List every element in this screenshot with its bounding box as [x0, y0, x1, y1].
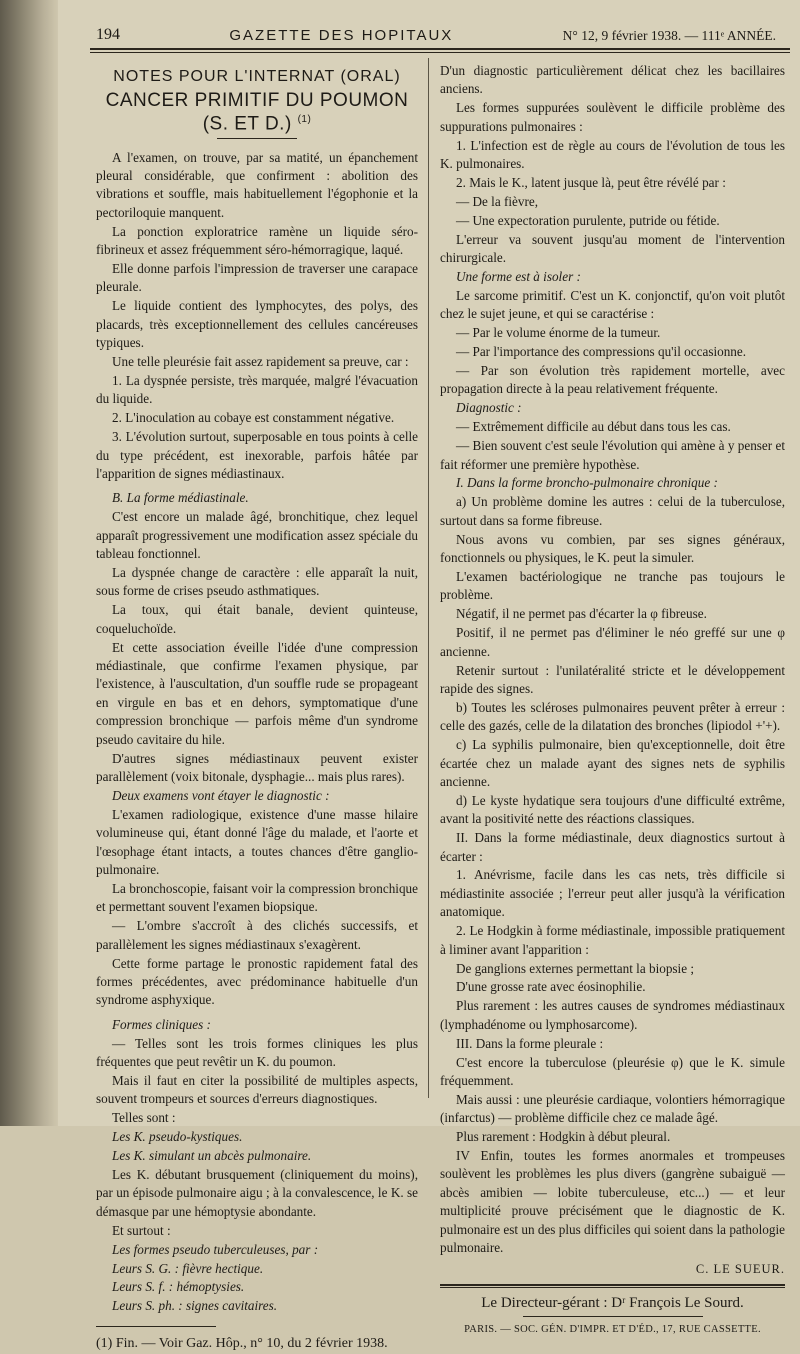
paragraph: D'autres signes médiastinaux peuvent exister parallèlement (voix bitonale, dysphagie... mais plus rares). — [96, 750, 418, 784]
paragraph: III. Dans la forme pleurale : — [456, 1035, 604, 1051]
paragraph: — L'ombre s'accroît à des clichés successifs, et parallèlement les signes médiastinaux s'exagèrent. — [96, 918, 418, 952]
printer-rule — [523, 1316, 703, 1317]
issue-info: N° 12, 9 février 1938. — 111ᵉ ANNÉE. — [562, 28, 776, 43]
footnote: (1) Fin. — Voir Gaz. Hôp., n° 10, du 2 février 1938. — [96, 1335, 388, 1351]
paragraph: Les formes suppurées soulèvent le difficile problème des suppurations pulmonaires : — [440, 100, 785, 134]
header-rule — [90, 48, 790, 50]
list-item — [96, 1241, 418, 1259]
list-item-text: Leurs S. f. : hémoptysies. — [112, 1279, 245, 1295]
paragraph: Plus rarement : Hodgkin à début pleural. — [456, 1129, 671, 1145]
paragraph: c) La syphilis pulmonaire, bien qu'exceptionnelle, doit être écartée chez un malade ayant des signes nets de syphilis ancienne. — [440, 737, 785, 789]
list-item — [96, 1297, 418, 1315]
paragraph: Positif, il ne permet pas d'éliminer le néo greffé sur une φ ancienne. — [440, 625, 785, 659]
paragraph: a) Un problème domine les autres : celui de la tuberculose, surtout dans sa forme fibreuse. — [440, 494, 785, 528]
paragraph: D'une grosse rate avec éosinophilie. — [456, 979, 646, 995]
paragraph: — Extrêmement difficile au début dans tous les cas. — [456, 419, 731, 435]
paragraph-italic: I. Dans la forme broncho-pulmonaire chronique : — [456, 475, 718, 491]
paragraph: II. Dans la forme médiastinale, deux diagnostics surtout à écarter : — [440, 830, 785, 864]
paragraph: La toux, qui était banale, devient quinteuse, coqueluchoïde. — [96, 602, 418, 636]
list-item — [96, 1128, 418, 1146]
paragraph: 2. Le Hodgkin à forme médiastinale, impossible pratiquement à liminer avant l'apparition : — [440, 923, 785, 957]
footnote-rule — [96, 1326, 216, 1327]
left-column — [96, 62, 418, 1354]
list-item-text: Leurs S. G. : fièvre hectique. — [112, 1260, 264, 1276]
paragraph: 1. La dyspnée persiste, très marquée, malgré l'évacuation du liquide. — [96, 372, 418, 407]
paragraph: Retenir surtout : l'unilatéralité stricte et le développement rapide des signes. — [440, 662, 785, 696]
paragraph — [96, 787, 418, 805]
paragraph: — Par le volume énorme de la tumeur. — [456, 325, 661, 341]
list-item — [96, 1260, 418, 1278]
paragraph: — De la fièvre, — [456, 193, 539, 209]
list-item — [96, 1147, 418, 1165]
paragraph: Et cette association éveille l'idée d'une compression médiastinale, que confirme l'examen physique, par l'existence, à l'auscultation, d'un souffle rude se propageant en virgule en bas et en dehors, symptomatique d'une compression bronchique — parfois même d'un syndrome pseudo cavitaire du hile. — [96, 639, 418, 747]
paragraph: Mais aussi : une pleurésie cardiaque, volontiers hémorragique (infarctus) — problème difficile chez ce malade âgé. — [440, 1091, 785, 1126]
paragraph: — Par l'importance des compressions qu'il occasionne. — [456, 344, 747, 360]
paragraph: L'examen bactériologique ne tranche pas toujours le problème. — [440, 568, 785, 603]
section-heading: NOTES POUR L'INTERNAT (ORAL) — [113, 68, 401, 85]
list-item-text: Les formes pseudo tuberculeuses, par : — [112, 1241, 319, 1257]
subsection-heading-text: Formes cliniques : — [112, 1016, 211, 1032]
paragraph: La ponction exploratrice ramène un liquide séro-fibrineux et assez fréquemment séro-hémorragique, laqué. — [96, 223, 418, 258]
title-footnote-mark: (1) — [297, 113, 312, 125]
right-column — [440, 62, 785, 1340]
paragraph: d) Le kyste hydatique sera toujours d'une difficulté extrême, avant la positivité nette des réactions classiques. — [440, 792, 785, 827]
paragraph: Plus rarement : les autres causes de syndromes médiastinaux (lymphadénome ou lymphosarcome). — [440, 998, 785, 1032]
paragraph: Et surtout : — [112, 1222, 171, 1238]
paragraph: L'examen radiologique, existence d'une masse hilaire volumineuse qui, étant donné l'âge du malade, et l'aorte et l'œsophage étant intacts, a toutes chances d'être ganglio-pulmonaire. — [96, 806, 418, 877]
list-item-text: Les K. pseudo-kystiques. — [112, 1129, 243, 1145]
paragraph: Mais il faut en citer la possibilité de multiples aspects, souvent trompeurs et sources d'erreurs diagnostiques. — [96, 1072, 418, 1107]
paragraph: — Bien souvent c'est seule l'évolution qui amène à y penser et fait réformer une première hypothèse. — [440, 438, 785, 472]
manager-rule-thin — [440, 1287, 785, 1288]
manager-rule — [440, 1284, 785, 1286]
header-rule-thin — [90, 52, 790, 53]
paragraph: Telles sont : — [112, 1110, 176, 1126]
list-item — [96, 1278, 418, 1296]
paragraph: C'est encore la tuberculose (pleurésie φ) que le K. simule fréquemment. — [440, 1054, 785, 1088]
paragraph: IV Enfin, toutes les formes anormales et trompeuses soulèvent les problèmes les plus divers (gangrène subaiguë — abcès amibien — lobite tuberculeuse, etc...) — et leur multiplicité prouve précisément que le diagnostic de K. pulmonaire est un des plus difficiles qui soient dans la pathologie pulmonaire. — [440, 1148, 785, 1256]
paragraph: La dyspnée change de caractère : elle apparaît la nuit, sous forme de crises pseudo asthmatiques. — [96, 564, 418, 599]
paragraph: — Une expectoration purulente, putride ou fétide. — [456, 212, 720, 228]
page-header — [96, 14, 776, 44]
paragraph: A l'examen, on trouve, par sa matité, un épanchement pleural considérable, que confirment : abolition des vibrations et souffle, mais habituellement l'égophonie et la pectoriloquie manquent. — [96, 149, 418, 220]
printer-line: PARIS. — SOC. GÉN. D'IMPR. ET D'ÉD., 17, RUE CASSETTE. — [464, 1324, 761, 1336]
paragraph: Elle donne parfois l'impression de traverser une carapace pleurale. — [96, 260, 418, 295]
paragraph: C'est encore un malade âgé, bronchitique, chez lequel apparaît progressivement une modification assez spéciale du tableau fonctionnel. — [96, 509, 418, 562]
paragraph: 2. L'inoculation au cobaye est constamment négative. — [112, 410, 395, 426]
binding-edge — [0, 0, 58, 1126]
paragraph: De ganglions externes permettant la biopsie ; — [456, 960, 695, 976]
article-title-text: CANCER PRIMITIF DU POUMON (S. ET D.) — [105, 90, 409, 135]
paragraph: Une telle pleurésie fait assez rapidement sa preuve, car : — [112, 354, 409, 370]
subsection-heading — [96, 489, 418, 507]
title-rule — [217, 138, 297, 139]
paragraph — [440, 268, 785, 286]
subsection-heading-text: B. La forme médiastinale. — [112, 490, 249, 506]
paragraph: La bronchoscopie, faisant voir la compression bronchique et permettant souvent l'examen biopsique. — [96, 880, 418, 915]
paragraph: b) Toutes les scléroses pulmonaires peuvent prêter à erreur : celle des gazés, celle de la dilatation des bronches (lipiodol +'+). — [440, 699, 785, 734]
paragraph: — Par son évolution très rapidement mortelle, avec propagation directe à la peau relativement fréquente. — [440, 363, 785, 397]
paragraph: L'erreur va souvent jusqu'au moment de l'intervention chirurgicale. — [440, 231, 785, 266]
paragraph: Le sarcome primitif. C'est un K. conjonctif, qu'on voit plutôt chez le sujet jeune, et qui se caractérise : — [440, 287, 785, 322]
paragraph: — Telles sont les trois formes cliniques les plus fréquentes que peut revêtir un K. du poumon. — [96, 1035, 418, 1070]
paragraph-italic: Deux examens vont étayer le diagnostic : — [112, 787, 330, 803]
paragraph — [440, 399, 785, 417]
column-separator — [428, 58, 429, 1098]
paragraph — [440, 474, 785, 492]
paragraph: 1. L'infection est de règle au cours de l'évolution de tous les K. pulmonaires. — [440, 137, 785, 172]
paragraph: Cette forme partage le pronostic rapidement fatal des formes précédentes, avec prédominance habituelle d'un syndrome asphyxique. — [96, 955, 418, 1008]
journal-title: GAZETTE DES HOPITAUX — [229, 27, 454, 44]
paragraph: Les K. débutant brusquement (cliniquement du moins), par un épisode pulmonaire aigu ; à la convalescence, le K. se démasque par une hémoptysie abondante. — [96, 1166, 418, 1219]
list-item-text: Leurs S. ph. : signes cavitaires. — [112, 1298, 278, 1314]
author-signature: C. LE SUEUR. — [695, 1261, 785, 1276]
manager-line: Le Directeur-gérant : Dʳ François Le Sourd. — [481, 1294, 744, 1311]
paragraph: 3. L'évolution surtout, superposable en tous points à celle du type précédent, est inexorable, parfois hâtée par l'apparition de signes médiastinaux. — [96, 429, 418, 481]
paragraph: Négatif, il ne permet pas d'écarter la φ fibreuse. — [456, 606, 707, 622]
paragraph: 1. Anévrisme, facile dans les cas nets, très difficile si médiastinite associée ; l'erreur peut aller jusqu'à la vérification anatomique. — [440, 867, 785, 920]
article-title — [96, 92, 418, 133]
paragraph: Nous avons vu combien, par ses signes généraux, fonctionnels ou physiques, le K. peut la simuler. — [440, 531, 785, 566]
subsection-heading — [96, 1016, 418, 1034]
paragraph: 2. Mais le K., latent jusque là, peut être révélé par : — [456, 174, 726, 190]
paragraph: Le liquide contient des lymphocytes, des polys, des placards, très exceptionnellement des cellules cancéreuses typiques. — [96, 298, 418, 351]
paragraph: D'un diagnostic particulièrement délicat chez les bacillaires anciens. — [440, 63, 785, 97]
paragraph-italic: Une forme est à isoler : — [456, 268, 581, 284]
list-item-text: Les K. simulant un abcès pulmonaire. — [112, 1148, 312, 1164]
paragraph-italic: Diagnostic : — [456, 400, 522, 416]
page-number: 194 — [96, 26, 120, 43]
